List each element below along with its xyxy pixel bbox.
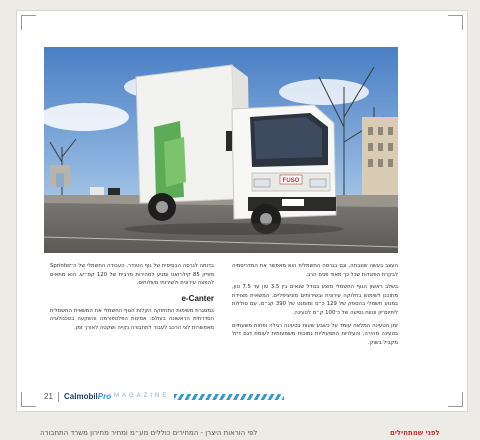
footer-divider — [58, 392, 59, 402]
article-left-column — [50, 262, 214, 337]
crop-mark-top-left — [21, 15, 36, 30]
truck-photo — [44, 47, 398, 253]
article-right-column — [232, 262, 398, 351]
article-paragraph: זמן הטעינה המלאה עומד על כשבע שעות בטעינה רגילה ופחות משעתיים בטעינה מהירה, והעלויות התפעוליות נמוכות משמעותית לעומת דגם דיזל מקביל בשוק. — [232, 322, 398, 346]
crop-mark-top-right — [448, 15, 463, 30]
article-paragraph: במסגרת משימות התחזוקה הקלות הגוף החשמלי את המשאית החשמלית הסדרתית הראשונה בעולם. אמינות הפלטפורמה והשקעה בטכנולוגיה מאפשרות לצי הרכב לעבור לתחבורה נקייה ושקטה לאורך זמן. — [50, 307, 214, 331]
crop-mark-bottom-right — [448, 392, 463, 407]
bottom-strip-text: לפי הוראות היצרן - המחירים כוללים מע״מ ומחיר מחירון משרד התחבורה — [40, 429, 258, 437]
magazine-brand-logo — [64, 392, 111, 401]
article-paragraph: בשלב ראשון הגוף החשמלי מוצע בגודל שגאים בין 3.5 טון עד 7.5 טון, מתוכנן לשימוש בחלוקה עירונית ובשירותים מוניציפליים. המשאית מצוידת במנוע חשמלי בהספק של 129 כ״ס ומומנט של 390 קג״מ, עם סוללות ליתיום־יון וטווח נסיעה של כ־100 ק״מ לטעינה. — [232, 284, 398, 316]
magazine-label: MAGAZINE — [114, 393, 170, 399]
bottom-strip — [0, 428, 480, 440]
decorative-stripes — [174, 394, 284, 400]
section-heading: e-Canter — [181, 293, 214, 303]
truck-brand-text: FUSO — [282, 178, 300, 184]
brand-pro: Pro — [97, 392, 112, 401]
page-footer — [44, 392, 304, 404]
crop-mark-bottom-left — [21, 392, 36, 407]
page-number: 21 — [44, 392, 53, 401]
bottom-strip-highlight: לפני שמתחילים — [390, 429, 440, 437]
article-paragraph: בדומה לגרסה הבסיסית של גוף הטנדר, העבודה החשמלי של ה־Sprinter מפיק 85 קילו־ואט ומגיע למהירות מרבית של 120 קמ״ש. הוא מתאים להפצה עירונית ולשירותי משלוחים. — [50, 263, 214, 287]
article-paragraph: העצב בעשה שונבתה, וגם בגרסה החשמלית הוא מאפשר את המדריסמיה לבקרת הפונדות שכל כך מאוד פנים הרב. — [232, 263, 398, 278]
brand-main: Calmobil — [64, 392, 98, 401]
